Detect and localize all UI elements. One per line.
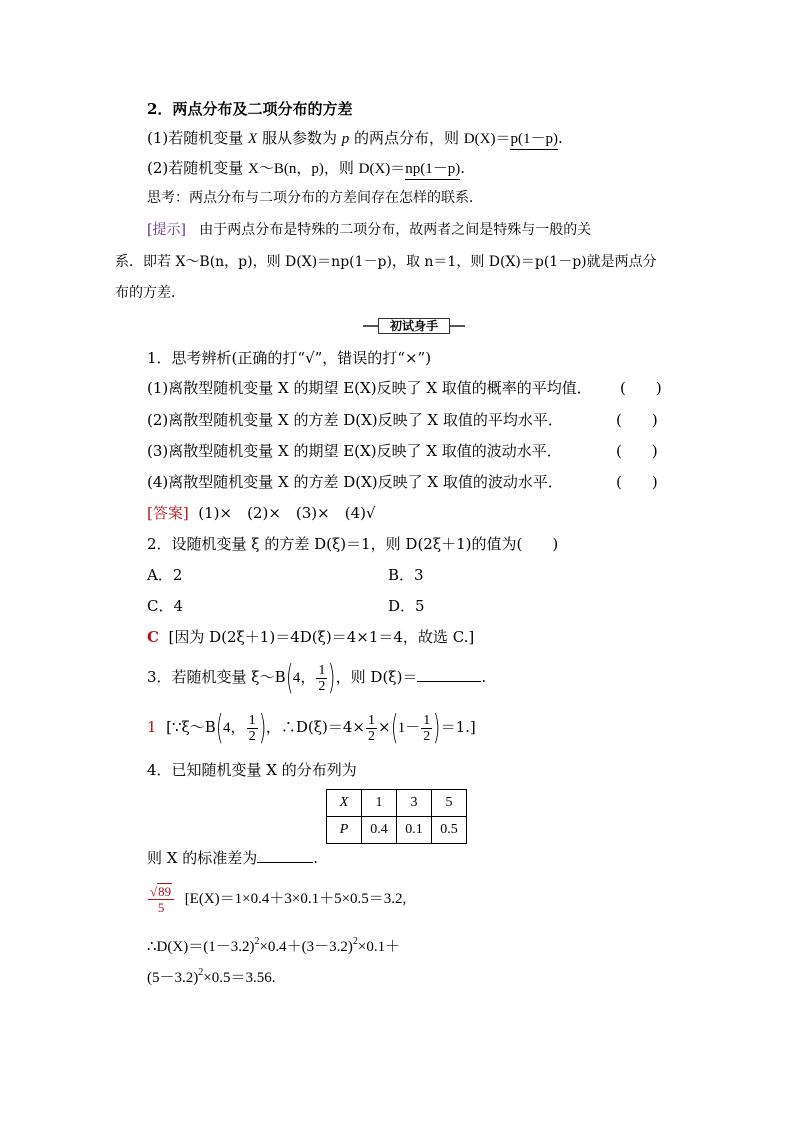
answer-paren: ( ) [616,442,658,460]
q2-answer: C [因为 D(2ξ＋1)＝4D(ξ)＝4×1＝4，故选 C.] [147,628,475,646]
q1-item-3: (3)离散型随机变量 X 的期望 E(X)反映了 X 取值的波动水平． [147,442,562,460]
section2-item2: (2)若随机变量 X～B(n，p)，则 D(X)＝np(1－p). [147,158,465,180]
q2-option-c: C．4 [147,597,184,615]
fraction: $\frac{1}{2}$ [423,712,431,744]
answer-paren: ( ) [620,379,662,397]
banner-label: 初试身手 [378,318,450,334]
answer-paren: ( ) [616,411,658,429]
table-cell: 5 [432,790,467,817]
table-row [327,790,467,817]
fraction: $\frac{1}{2}$ [318,662,326,694]
table-cell: 0.4 [362,817,397,844]
distribution-table [326,789,467,844]
answer-value: 1 [147,718,157,736]
q1-item-4: (4)离散型随机变量 X 的方差 D(X)反映了 X 取值的波动水平． [147,473,563,491]
table-cell: P [327,817,362,844]
answer-letter: C [147,628,159,646]
q1-title: 1．思考辨析(正确的打“√”，错误的打“×”) [147,349,432,367]
q4-answer: $\frac{√89}{5}$ [E(X)＝1×0.4＋3×0.1＋5×0.5＝3.2, [150,883,407,915]
q2-option-d: D．5 [388,597,425,615]
table-cell: X [327,790,362,817]
q4-ask: 则 X 的标准差为 . [147,849,318,867]
fill-answer: np(1－p) [405,159,460,180]
fraction: $\frac{1}{2}$ [248,712,256,744]
answer-label: [答案] [147,504,189,522]
hint-label: [提示] [147,222,186,238]
q2-option-a: A．2 [147,566,183,584]
fraction: $\frac{1}{2}$ [367,712,375,744]
hint-line-3: 布的方差． [115,285,185,301]
hint-line-1: [提示] 由于两点分布是特殊的二项分布，故两者之间是特殊与一般的关 [147,222,592,238]
hint-line-2: 系．即若 X～B(n，p)，则 D(X)＝np(1－p)，取 n＝1，则 D(X)＝p(1－p)就是两点分 [115,254,657,270]
table-cell: 1 [362,790,397,817]
fill-blank [257,862,313,863]
table-cell: 0.5 [432,817,467,844]
section-title: 2．两点分布及二项分布的方差 [147,100,353,118]
think-question: 思考：两点分布与二项分布的方差间存在怎样的联系． [147,190,483,206]
answer-paren: ( ) [616,473,658,491]
q4-solution-line-3: $(5-3.2)^2\times 0.5=3.56$. [147,967,276,986]
table-cell: 3 [397,790,432,817]
fill-answer: p(1－p) [510,129,558,150]
table-cell: 0.1 [397,817,432,844]
q3-stem: 3．若随机变量 ξ～B(4， $\frac{1}{2}$ )，则 D(ξ)＝ . [147,658,487,698]
q2-option-b: B．3 [388,566,424,584]
q4-title: 4．已知随机变量 X 的分布列为 [147,761,357,779]
q1-answer: [答案] (1)× (2)× (3)× (4)√ [147,504,376,522]
q2-title: 2．设随机变量 ξ 的方差 D(ξ)＝1，则 D(2ξ＋1)的值为( ) [147,535,559,553]
table-row [327,817,467,844]
answer-fraction: $\frac{√89}{5}$ [148,884,174,915]
section2-item1: (1)若随机变量 X 服从参数为 p 的两点分布，则 D(X)＝p(1－p). [147,128,563,150]
q1-item-1: (1)离散型随机变量 X 的期望 E(X)反映了 X 取值的概率的平均值． [147,379,592,397]
fill-blank [417,681,481,682]
q1-item-2: (2)离散型随机变量 X 的方差 D(X)反映了 X 取值的平均水平． [147,411,563,429]
section-banner [363,318,465,334]
q4-solution-line-2: $\therefore D(X)=(1-3.2)^2\times 0.4+(3-3.2)^2\times 0.1+$ [147,936,401,955]
q3-answer: 1 [∵ξ～B(4， $\frac{1}{2}$ )，∴D(ξ)＝4× $\frac{1}{2}$ ×(1－ $\frac{1}{2}$ )＝1.] [147,708,476,748]
